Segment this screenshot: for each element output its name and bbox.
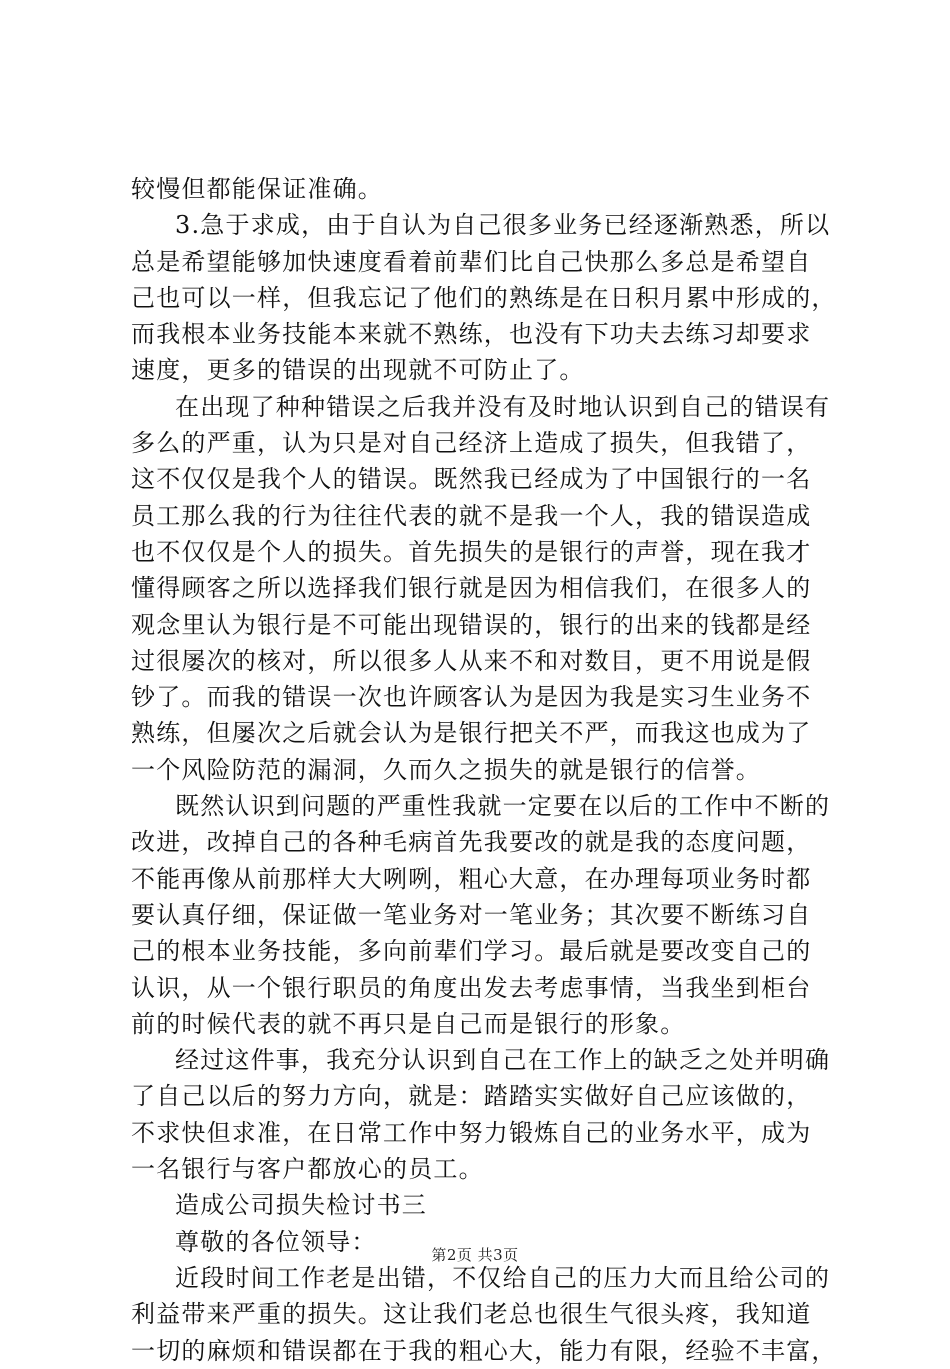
text-line: 总是希望能够加快速度看着前辈们比自己快那么多总是希望自 <box>131 247 812 276</box>
document-body <box>131 171 837 1369</box>
text-line: 钞了。而我的错误一次也许顾客认为是因为我是实习生业务不 <box>131 683 812 712</box>
text-line: 近段时间工作老是出错，不仅给自己的压力大而且给公司的 <box>175 1263 831 1292</box>
text-line: 较慢但都能保证准确。 <box>131 175 383 203</box>
text-line: 经过这件事，我充分认识到自己在工作上的缺乏之处并明确 <box>175 1046 831 1075</box>
text-line: 一个风险防范的漏洞，久而久之损失的就是银行的信誉。 <box>131 755 761 784</box>
text-line: 而我根本业务技能本来就不熟练，也没有下功夫去练习却要求 <box>131 320 812 349</box>
text-line: 速度，更多的错误的出现就不可防止了。 <box>131 356 585 385</box>
text-line: 既然认识到问题的严重性我就一定要在以后的工作中不断的 <box>175 792 831 821</box>
text-line: 也不仅仅是个人的损失。首先损失的是银行的声誉，现在我才 <box>131 537 812 566</box>
text-line: 过很屡次的核对，所以很多人从来不和对数目，更不用说是假 <box>131 646 812 675</box>
text-line: 造成公司损失检讨书三 <box>175 1191 427 1220</box>
text-line: 一名银行与客户都放心的员工。 <box>131 1155 484 1184</box>
text-line: 己的根本业务技能，多向前辈们学习。最后就是要改变自己的 <box>131 937 812 966</box>
text-line: 要认真仔细，保证做一笔业务对一笔业务；其次要不断练习自 <box>131 900 812 929</box>
text-line: 改进，改掉自己的各种毛病首先我要改的就是我的态度问题， <box>131 828 812 857</box>
text-line: 前的时候代表的就不再只是自己而是银行的形象。 <box>131 1009 686 1038</box>
text-line: 观念里认为银行是不可能出现错误的，银行的出来的钱都是经 <box>131 610 812 639</box>
text-line: 多么的严重，认为只是对自己经济上造成了损失，但我错了， <box>131 429 812 458</box>
text-line: 己也可以一样，但我忘记了他们的熟练是在日积月累中形成的， <box>131 283 837 312</box>
text-line: 利益带来严重的损失。这让我们老总也很生气很头疼，我知道 <box>131 1300 812 1329</box>
text-line: 3.急于求成，由于自认为自己很多业务已经逐渐熟悉，所以 <box>175 211 831 240</box>
page-footer: 第2页 共3页 <box>431 1246 519 1264</box>
text-line: 认识，从一个银行职员的角度出发去考虑事情，当我坐到柜台 <box>131 973 812 1002</box>
text-line: 在出现了种种错误之后我并没有及时地认识到自己的错误有 <box>175 392 831 421</box>
text-line: 熟练，但屡次之后就会认为是银行把关不严，而我这也成为了 <box>131 719 812 748</box>
text-line: 一切的麻烦和错误都在于我的粗心大，能力有限，经验不丰富， <box>131 1336 837 1365</box>
text-line: 不能再像从前那样大大咧咧，粗心大意，在办理每项业务时都 <box>131 864 812 893</box>
text-line: 不求快但求准，在日常工作中努力锻炼自己的业务水平，成为 <box>131 1118 812 1147</box>
text-line: 员工那么我的行为往往代表的就不是我一个人，我的错误造成 <box>131 501 812 530</box>
text-line: 这不仅仅是我个人的错误。既然我已经成为了中国银行的一名 <box>131 465 812 494</box>
text-line: 了自己以后的努力方向，就是：踏踏实实做好自己应该做的， <box>131 1082 812 1111</box>
text-line: 尊敬的各位领导： <box>175 1227 377 1256</box>
text-line: 懂得顾客之所以选择我们银行就是因为相信我们，在很多人的 <box>131 574 812 603</box>
